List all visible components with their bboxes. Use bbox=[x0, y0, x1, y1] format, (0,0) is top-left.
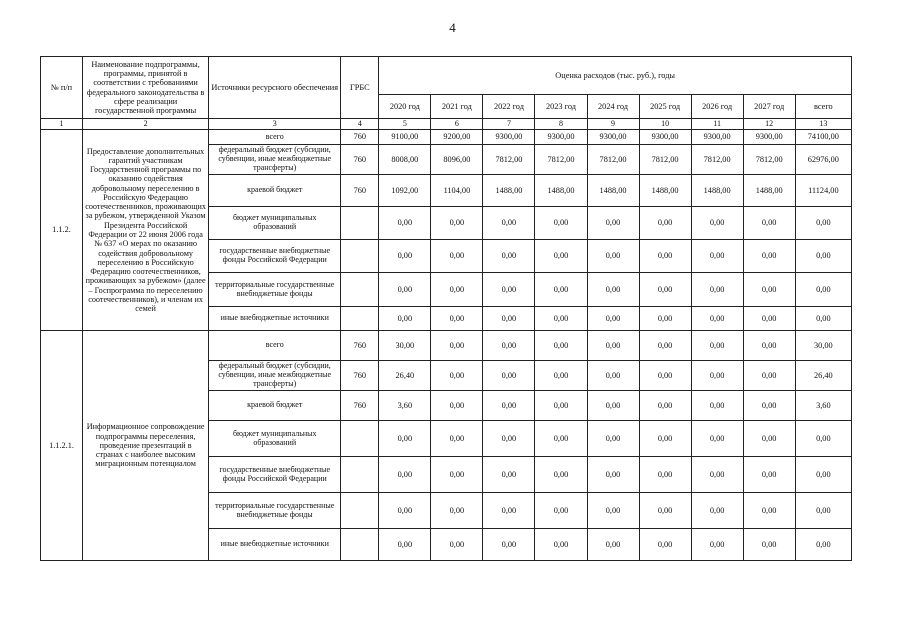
funding-source: территориальные государственные внебюджетные фонды bbox=[209, 273, 341, 307]
year-value: 9300,00 bbox=[691, 130, 743, 145]
year-value: 0,00 bbox=[691, 240, 743, 273]
grbs-code bbox=[341, 240, 379, 273]
year-value: 0,00 bbox=[483, 421, 535, 457]
year-value: 1104,00 bbox=[431, 175, 483, 207]
year-value: 7812,00 bbox=[483, 145, 535, 175]
header-year: 2025 год bbox=[639, 95, 691, 119]
column-number: 11 bbox=[691, 119, 743, 130]
column-number: 9 bbox=[587, 119, 639, 130]
header-year: всего bbox=[795, 95, 851, 119]
total-value: 62976,00 bbox=[795, 145, 851, 175]
table-row bbox=[41, 331, 852, 361]
year-value: 0,00 bbox=[431, 361, 483, 391]
year-value: 0,00 bbox=[431, 493, 483, 529]
total-value: 0,00 bbox=[795, 457, 851, 493]
table-body bbox=[41, 130, 852, 561]
year-value: 1488,00 bbox=[483, 175, 535, 207]
funding-source: государственные внебюджетные фонды Российской Федерации bbox=[209, 240, 341, 273]
year-value: 0,00 bbox=[379, 529, 431, 561]
year-value: 1488,00 bbox=[535, 175, 587, 207]
year-value: 0,00 bbox=[639, 391, 691, 421]
total-value: 0,00 bbox=[795, 240, 851, 273]
year-value: 0,00 bbox=[379, 240, 431, 273]
header-estimate: Оценка расходов (тыс. руб.), годы bbox=[379, 57, 852, 95]
year-value: 0,00 bbox=[587, 240, 639, 273]
year-value: 9300,00 bbox=[639, 130, 691, 145]
header-source: Источники ресурсного обеспечения bbox=[209, 57, 341, 119]
column-number: 3 bbox=[209, 119, 341, 130]
header-year: 2021 год bbox=[431, 95, 483, 119]
year-value: 0,00 bbox=[535, 457, 587, 493]
funding-source: государственные внебюджетные фонды Российской Федерации bbox=[209, 457, 341, 493]
year-value: 0,00 bbox=[587, 361, 639, 391]
grbs-code bbox=[341, 421, 379, 457]
year-value: 0,00 bbox=[743, 331, 795, 361]
year-value: 0,00 bbox=[587, 529, 639, 561]
grbs-code bbox=[341, 493, 379, 529]
year-value: 1488,00 bbox=[743, 175, 795, 207]
budget-table bbox=[40, 56, 852, 561]
header-grbs: ГРБС bbox=[341, 57, 379, 119]
grbs-code: 760 bbox=[341, 145, 379, 175]
column-number: 6 bbox=[431, 119, 483, 130]
year-value: 0,00 bbox=[743, 307, 795, 331]
page-number: 4 bbox=[449, 20, 456, 35]
year-value: 0,00 bbox=[535, 493, 587, 529]
year-value: 0,00 bbox=[691, 391, 743, 421]
total-value: 30,00 bbox=[795, 331, 851, 361]
year-value: 1488,00 bbox=[691, 175, 743, 207]
grbs-code bbox=[341, 273, 379, 307]
item-description: Информационное сопровождение подпрограммы переселения, проведение презентаций в странах с наиболее высоким миграционным потенциалом bbox=[83, 331, 209, 561]
total-value: 3,60 bbox=[795, 391, 851, 421]
header-num: № п/п bbox=[41, 57, 83, 119]
header-year: 2022 год bbox=[483, 95, 535, 119]
year-value: 0,00 bbox=[379, 207, 431, 240]
year-value: 0,00 bbox=[587, 307, 639, 331]
year-value: 0,00 bbox=[431, 273, 483, 307]
year-value: 8008,00 bbox=[379, 145, 431, 175]
funding-source: федеральный бюджет (субсидии, субвенции, иные межбюджетные трансферты) bbox=[209, 145, 341, 175]
year-value: 0,00 bbox=[535, 391, 587, 421]
year-value: 0,00 bbox=[483, 307, 535, 331]
year-value: 0,00 bbox=[587, 457, 639, 493]
year-value: 9300,00 bbox=[483, 130, 535, 145]
header-year: 2027 год bbox=[743, 95, 795, 119]
year-value: 7812,00 bbox=[691, 145, 743, 175]
year-value: 0,00 bbox=[691, 307, 743, 331]
year-value: 9300,00 bbox=[743, 130, 795, 145]
year-value: 0,00 bbox=[379, 457, 431, 493]
year-value: 0,00 bbox=[587, 493, 639, 529]
year-value: 0,00 bbox=[535, 331, 587, 361]
year-value: 0,00 bbox=[379, 421, 431, 457]
year-value: 1092,00 bbox=[379, 175, 431, 207]
year-value: 0,00 bbox=[691, 529, 743, 561]
year-value: 0,00 bbox=[639, 457, 691, 493]
year-value: 1488,00 bbox=[587, 175, 639, 207]
year-value: 0,00 bbox=[483, 273, 535, 307]
grbs-code: 760 bbox=[341, 361, 379, 391]
year-value: 0,00 bbox=[535, 307, 587, 331]
year-value: 0,00 bbox=[743, 273, 795, 307]
grbs-code bbox=[341, 457, 379, 493]
year-value: 0,00 bbox=[535, 529, 587, 561]
column-number: 13 bbox=[795, 119, 851, 130]
header-name: Наименование подпрограммы, программы, принятой в соответствии с требованиями федерального законодательства в сфере реализации государственной программы bbox=[83, 57, 209, 119]
year-value: 1488,00 bbox=[639, 175, 691, 207]
year-value: 0,00 bbox=[639, 307, 691, 331]
year-value: 0,00 bbox=[587, 331, 639, 361]
year-value: 0,00 bbox=[483, 493, 535, 529]
column-number: 2 bbox=[83, 119, 209, 130]
year-value: 0,00 bbox=[587, 421, 639, 457]
year-value: 0,00 bbox=[639, 421, 691, 457]
year-value: 0,00 bbox=[431, 307, 483, 331]
grbs-code bbox=[341, 529, 379, 561]
column-number: 12 bbox=[743, 119, 795, 130]
year-value: 0,00 bbox=[483, 240, 535, 273]
year-value: 0,00 bbox=[639, 331, 691, 361]
year-value: 0,00 bbox=[743, 391, 795, 421]
year-value: 0,00 bbox=[691, 207, 743, 240]
year-value: 0,00 bbox=[483, 391, 535, 421]
year-value: 0,00 bbox=[431, 331, 483, 361]
year-value: 0,00 bbox=[379, 493, 431, 529]
year-value: 30,00 bbox=[379, 331, 431, 361]
column-number: 8 bbox=[535, 119, 587, 130]
year-value: 0,00 bbox=[535, 207, 587, 240]
year-value: 0,00 bbox=[639, 493, 691, 529]
year-value: 26,40 bbox=[379, 361, 431, 391]
column-number: 4 bbox=[341, 119, 379, 130]
total-value: 0,00 bbox=[795, 207, 851, 240]
year-value: 3,60 bbox=[379, 391, 431, 421]
year-value: 0,00 bbox=[691, 361, 743, 391]
column-number-row bbox=[41, 119, 852, 130]
column-number: 1 bbox=[41, 119, 83, 130]
year-value: 0,00 bbox=[483, 457, 535, 493]
year-value: 0,00 bbox=[431, 207, 483, 240]
column-number: 7 bbox=[483, 119, 535, 130]
year-value: 0,00 bbox=[535, 273, 587, 307]
funding-source: всего bbox=[209, 331, 341, 361]
year-value: 0,00 bbox=[379, 307, 431, 331]
year-value: 9300,00 bbox=[535, 130, 587, 145]
year-value: 0,00 bbox=[587, 391, 639, 421]
item-description: Предоставление дополнительных гарантий участникам Государственной программы по оказанию содействия добровольному переселению в Российскую Федерацию соотечественников, проживающих за рубежом, утвержденной Указом Президента Российской Федерации от 22 июня 2006 года № 637 «О мерах по оказанию содействия добровольному переселению в Российскую Федерацию соотечественников, проживающих за рубежом» (далее – Госпрограмма по переселению соотечественников), и членам их семей bbox=[83, 130, 209, 331]
funding-source: иные внебюджетные источники bbox=[209, 307, 341, 331]
funding-source: бюджет муниципальных образований bbox=[209, 421, 341, 457]
total-value: 0,00 bbox=[795, 307, 851, 331]
grbs-code: 760 bbox=[341, 130, 379, 145]
year-value: 0,00 bbox=[743, 207, 795, 240]
year-value: 0,00 bbox=[743, 529, 795, 561]
column-number: 5 bbox=[379, 119, 431, 130]
total-value: 0,00 bbox=[795, 273, 851, 307]
year-value: 0,00 bbox=[431, 421, 483, 457]
funding-source: иные внебюджетные источники bbox=[209, 529, 341, 561]
year-value: 9100,00 bbox=[379, 130, 431, 145]
grbs-code: 760 bbox=[341, 175, 379, 207]
year-value: 9200,00 bbox=[431, 130, 483, 145]
funding-source: бюджет муниципальных образований bbox=[209, 207, 341, 240]
year-value: 0,00 bbox=[743, 361, 795, 391]
header-year: 2024 год bbox=[587, 95, 639, 119]
year-value: 0,00 bbox=[639, 529, 691, 561]
total-value: 0,00 bbox=[795, 421, 851, 457]
year-value: 0,00 bbox=[431, 529, 483, 561]
year-value: 0,00 bbox=[535, 421, 587, 457]
funding-source: краевой бюджет bbox=[209, 175, 341, 207]
year-value: 0,00 bbox=[587, 207, 639, 240]
grbs-code bbox=[341, 207, 379, 240]
year-value: 7812,00 bbox=[743, 145, 795, 175]
year-value: 8096,00 bbox=[431, 145, 483, 175]
year-value: 9300,00 bbox=[587, 130, 639, 145]
year-value: 0,00 bbox=[483, 207, 535, 240]
year-value: 0,00 bbox=[535, 240, 587, 273]
column-number: 10 bbox=[639, 119, 691, 130]
header-year: 2026 год bbox=[691, 95, 743, 119]
year-value: 0,00 bbox=[743, 240, 795, 273]
funding-source: краевой бюджет bbox=[209, 391, 341, 421]
funding-source: территориальные государственные внебюджетные фонды bbox=[209, 493, 341, 529]
year-value: 0,00 bbox=[743, 493, 795, 529]
year-value: 0,00 bbox=[639, 207, 691, 240]
year-value: 7812,00 bbox=[639, 145, 691, 175]
year-value: 7812,00 bbox=[587, 145, 639, 175]
year-value: 0,00 bbox=[587, 273, 639, 307]
year-value: 0,00 bbox=[743, 457, 795, 493]
year-value: 0,00 bbox=[691, 421, 743, 457]
funding-source: всего bbox=[209, 130, 341, 145]
year-value: 0,00 bbox=[379, 273, 431, 307]
item-code: 1.1.2.1. bbox=[41, 331, 83, 561]
year-value: 7812,00 bbox=[535, 145, 587, 175]
total-value: 11124,00 bbox=[795, 175, 851, 207]
total-value: 0,00 bbox=[795, 529, 851, 561]
total-value: 26,40 bbox=[795, 361, 851, 391]
grbs-code: 760 bbox=[341, 331, 379, 361]
funding-source: федеральный бюджет (субсидии, субвенции, иные межбюджетные трансферты) bbox=[209, 361, 341, 391]
year-value: 0,00 bbox=[691, 331, 743, 361]
year-value: 0,00 bbox=[639, 273, 691, 307]
grbs-code: 760 bbox=[341, 391, 379, 421]
header-year: 2020 год bbox=[379, 95, 431, 119]
year-value: 0,00 bbox=[691, 457, 743, 493]
year-value: 0,00 bbox=[431, 391, 483, 421]
total-value: 0,00 bbox=[795, 493, 851, 529]
year-value: 0,00 bbox=[743, 421, 795, 457]
year-value: 0,00 bbox=[691, 493, 743, 529]
year-value: 0,00 bbox=[483, 361, 535, 391]
year-value: 0,00 bbox=[691, 273, 743, 307]
grbs-code bbox=[341, 307, 379, 331]
year-value: 0,00 bbox=[483, 529, 535, 561]
year-value: 0,00 bbox=[431, 457, 483, 493]
year-value: 0,00 bbox=[535, 361, 587, 391]
total-value: 74100,00 bbox=[795, 130, 851, 145]
year-value: 0,00 bbox=[483, 331, 535, 361]
item-code: 1.1.2. bbox=[41, 130, 83, 331]
year-value: 0,00 bbox=[431, 240, 483, 273]
header-year: 2023 год bbox=[535, 95, 587, 119]
year-value: 0,00 bbox=[639, 240, 691, 273]
year-value: 0,00 bbox=[639, 361, 691, 391]
table-row bbox=[41, 130, 852, 145]
